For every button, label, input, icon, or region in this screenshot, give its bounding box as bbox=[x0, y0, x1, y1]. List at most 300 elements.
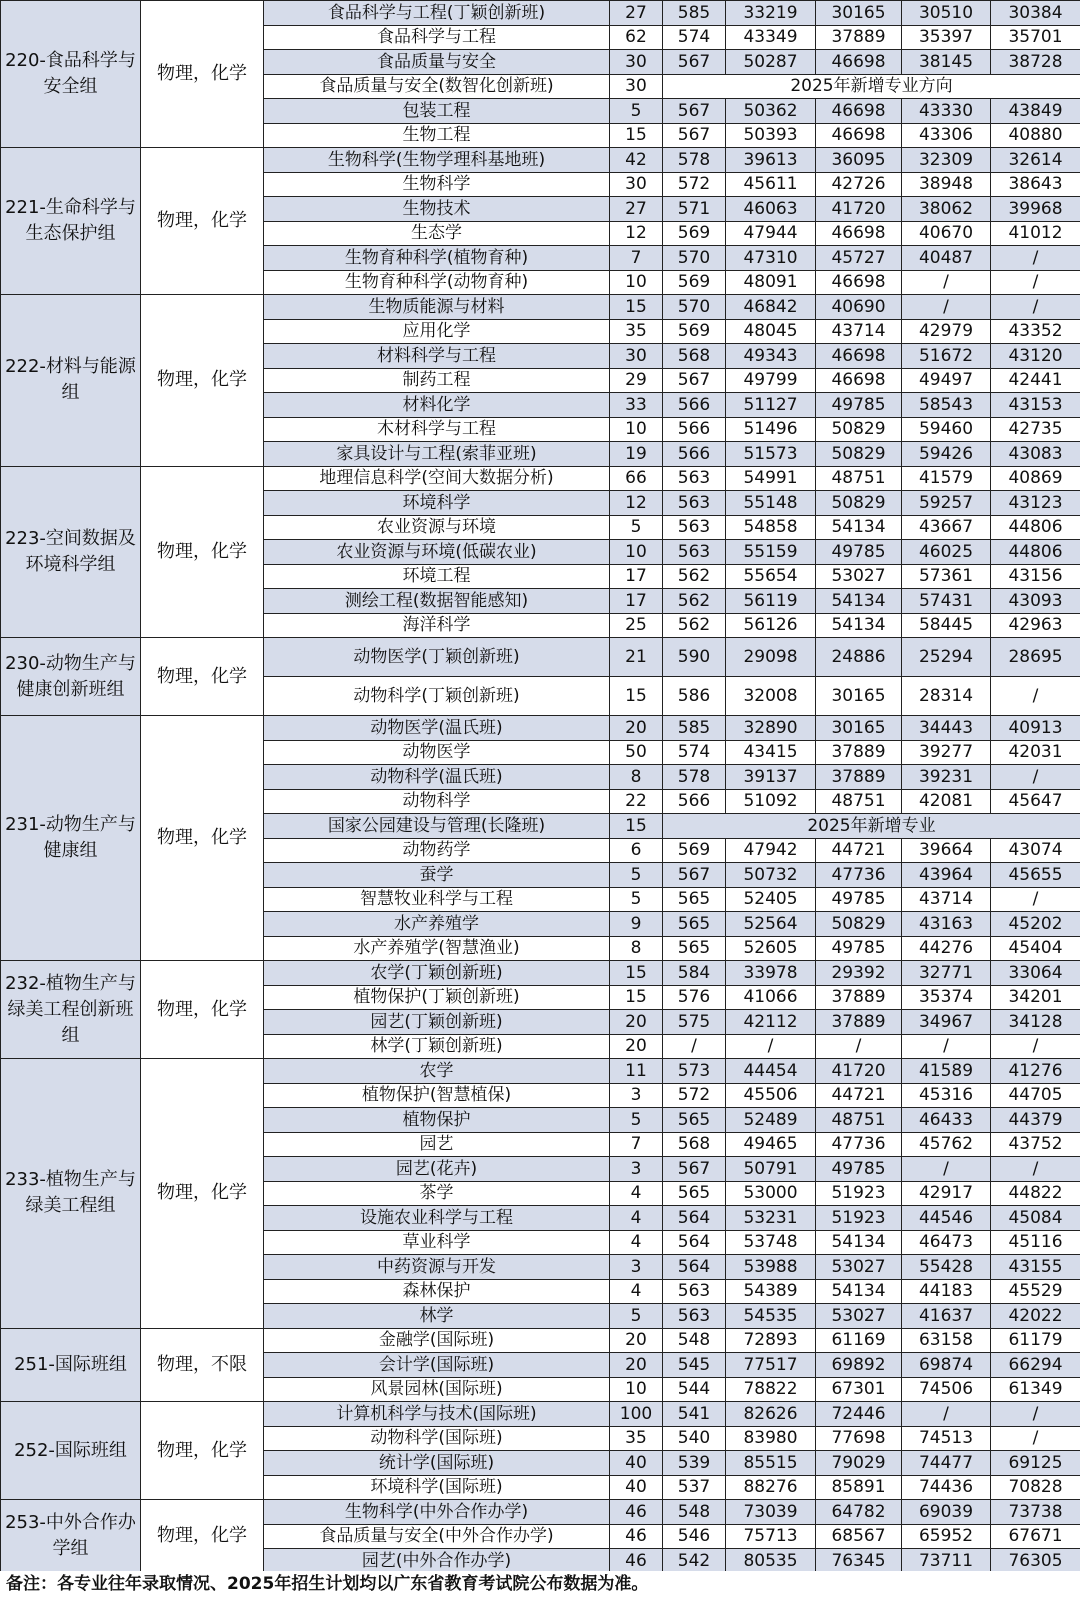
major-name-cell: 动物科学(国际班) bbox=[264, 1426, 610, 1451]
plan-count-cell: 22 bbox=[610, 789, 663, 814]
rank-3-cell: 74477 bbox=[902, 1451, 991, 1476]
rank-4-cell: / bbox=[991, 295, 1080, 320]
min-score-cell: 564 bbox=[663, 1230, 726, 1255]
rank-3-cell: 55428 bbox=[902, 1255, 991, 1280]
major-name-cell: 智慧牧业科学与工程 bbox=[264, 887, 610, 912]
table-row bbox=[1, 638, 1080, 677]
table-row bbox=[1, 295, 1080, 320]
rank-4-cell: 43120 bbox=[991, 344, 1080, 369]
rank-3-cell: 58543 bbox=[902, 393, 991, 418]
min-score-cell: 565 bbox=[663, 1181, 726, 1206]
plan-count-cell: 20 bbox=[610, 1034, 663, 1059]
major-name-cell: 食品质量与安全(中外合作办学) bbox=[264, 1524, 610, 1549]
plan-count-cell: 10 bbox=[610, 270, 663, 295]
rank-2-cell: / bbox=[816, 1034, 902, 1059]
group-name-cell: 252-国际班组 bbox=[1, 1402, 141, 1500]
min-rank-2024-cell: 47944 bbox=[726, 221, 816, 246]
rank-3-cell: 69874 bbox=[902, 1353, 991, 1378]
min-score-cell: 563 bbox=[663, 540, 726, 565]
group-name-cell: 222-材料与能源组 bbox=[1, 295, 141, 467]
rank-2-cell: 50829 bbox=[816, 491, 902, 516]
major-name-cell: 制药工程 bbox=[264, 368, 610, 393]
plan-count-cell: 10 bbox=[610, 540, 663, 565]
major-name-cell: 家具设计与工程(索菲亚班) bbox=[264, 442, 610, 467]
rank-3-cell: 46433 bbox=[902, 1108, 991, 1133]
rank-3-cell: 44546 bbox=[902, 1206, 991, 1231]
min-rank-2024-cell: 33978 bbox=[726, 961, 816, 986]
rank-2-cell: 49785 bbox=[816, 936, 902, 961]
min-score-cell: 546 bbox=[663, 1524, 726, 1549]
rank-3-cell: 69039 bbox=[902, 1500, 991, 1525]
plan-count-cell: 35 bbox=[610, 1426, 663, 1451]
min-score-cell: 569 bbox=[663, 270, 726, 295]
major-name-cell: 生物质能源与材料 bbox=[264, 295, 610, 320]
rank-4-cell: / bbox=[991, 1426, 1080, 1451]
rank-4-cell: 45529 bbox=[991, 1279, 1080, 1304]
min-rank-2024-cell: 51573 bbox=[726, 442, 816, 467]
plan-count-cell: 12 bbox=[610, 221, 663, 246]
rank-4-cell: / bbox=[991, 270, 1080, 295]
min-score-cell: 565 bbox=[663, 887, 726, 912]
major-name-cell: 设施农业科学与工程 bbox=[264, 1206, 610, 1231]
rank-2-cell: 54134 bbox=[816, 515, 902, 540]
major-name-cell: 统计学(国际班) bbox=[264, 1451, 610, 1476]
rank-2-cell: 46698 bbox=[816, 344, 902, 369]
major-name-cell: 动物医学(丁颖创新班) bbox=[264, 638, 610, 677]
plan-count-cell: 15 bbox=[610, 677, 663, 716]
group-name-cell: 251-国际班组 bbox=[1, 1328, 141, 1402]
plan-count-cell: 35 bbox=[610, 319, 663, 344]
rank-4-cell: 40869 bbox=[991, 466, 1080, 491]
min-score-cell: 562 bbox=[663, 564, 726, 589]
min-rank-2024-cell: 50791 bbox=[726, 1157, 816, 1182]
min-score-cell: 584 bbox=[663, 961, 726, 986]
rank-4-cell: 45404 bbox=[991, 936, 1080, 961]
major-name-cell: 环境科学(国际班) bbox=[264, 1475, 610, 1500]
min-rank-2024-cell: 51127 bbox=[726, 393, 816, 418]
min-rank-2024-cell: 47310 bbox=[726, 246, 816, 271]
min-rank-2024-cell: 88276 bbox=[726, 1475, 816, 1500]
plan-count-cell: 4 bbox=[610, 1206, 663, 1231]
group-name-cell: 221-生命科学与生态保护组 bbox=[1, 148, 141, 295]
min-score-cell: 540 bbox=[663, 1426, 726, 1451]
plan-count-cell: 25 bbox=[610, 613, 663, 638]
rank-2-cell: 53027 bbox=[816, 564, 902, 589]
rank-3-cell: 34967 bbox=[902, 1010, 991, 1035]
rank-4-cell: 76305 bbox=[991, 1549, 1080, 1574]
rank-3-cell: 57431 bbox=[902, 589, 991, 614]
rank-3-cell: / bbox=[902, 270, 991, 295]
plan-count-cell: 9 bbox=[610, 912, 663, 937]
rank-2-cell: 30165 bbox=[816, 1, 902, 26]
min-score-cell: 578 bbox=[663, 765, 726, 790]
table-row bbox=[1, 466, 1080, 491]
min-rank-2024-cell: 80535 bbox=[726, 1549, 816, 1574]
rank-3-cell: 32309 bbox=[902, 148, 991, 173]
major-name-cell: 生物科学 bbox=[264, 172, 610, 197]
group-name-cell: 231-动物生产与健康组 bbox=[1, 716, 141, 961]
plan-count-cell: 15 bbox=[610, 985, 663, 1010]
min-rank-2024-cell: 42112 bbox=[726, 1010, 816, 1035]
rank-4-cell: 45116 bbox=[991, 1230, 1080, 1255]
rank-2-cell: 54134 bbox=[816, 1230, 902, 1255]
min-score-cell: 567 bbox=[663, 50, 726, 75]
min-rank-2024-cell: 51496 bbox=[726, 417, 816, 442]
rank-3-cell: 44276 bbox=[902, 936, 991, 961]
min-score-cell: 563 bbox=[663, 515, 726, 540]
rank-2-cell: 48751 bbox=[816, 466, 902, 491]
major-name-cell: 食品科学与工程(丁颖创新班) bbox=[264, 1, 610, 26]
rank-4-cell: 35701 bbox=[991, 25, 1080, 50]
rank-2-cell: 46698 bbox=[816, 50, 902, 75]
rank-2-cell: 54134 bbox=[816, 1279, 902, 1304]
rank-2-cell: 41720 bbox=[816, 197, 902, 222]
min-rank-2024-cell: 43349 bbox=[726, 25, 816, 50]
min-score-cell: 567 bbox=[663, 1157, 726, 1182]
rank-4-cell: 34201 bbox=[991, 985, 1080, 1010]
min-rank-2024-cell: 49465 bbox=[726, 1132, 816, 1157]
rank-3-cell: 57361 bbox=[902, 564, 991, 589]
min-rank-2024-cell: 55159 bbox=[726, 540, 816, 565]
rank-2-cell: 69892 bbox=[816, 1353, 902, 1378]
rank-3-cell: 46025 bbox=[902, 540, 991, 565]
rank-3-cell: 45762 bbox=[902, 1132, 991, 1157]
rank-4-cell: / bbox=[991, 765, 1080, 790]
rank-3-cell: 39231 bbox=[902, 765, 991, 790]
rank-4-cell: 43849 bbox=[991, 99, 1080, 124]
major-name-cell: 植物保护(丁颖创新班) bbox=[264, 985, 610, 1010]
major-name-cell: 茶学 bbox=[264, 1181, 610, 1206]
rank-2-cell: 54134 bbox=[816, 589, 902, 614]
plan-count-cell: 17 bbox=[610, 589, 663, 614]
rank-3-cell: 38062 bbox=[902, 197, 991, 222]
rank-2-cell: 79029 bbox=[816, 1451, 902, 1476]
min-rank-2024-cell: 52605 bbox=[726, 936, 816, 961]
rank-3-cell: 34443 bbox=[902, 716, 991, 741]
rank-4-cell: / bbox=[991, 1157, 1080, 1182]
min-rank-2024-cell: 45611 bbox=[726, 172, 816, 197]
rank-2-cell: 50829 bbox=[816, 912, 902, 937]
min-rank-2024-cell: 46842 bbox=[726, 295, 816, 320]
rank-3-cell: 59426 bbox=[902, 442, 991, 467]
rank-4-cell: 44379 bbox=[991, 1108, 1080, 1133]
min-score-cell: 562 bbox=[663, 613, 726, 638]
rank-2-cell: 53027 bbox=[816, 1255, 902, 1280]
plan-count-cell: 30 bbox=[610, 50, 663, 75]
min-score-cell: 569 bbox=[663, 221, 726, 246]
min-score-cell: 570 bbox=[663, 295, 726, 320]
major-name-cell: 地理信息科学(空间大数据分析) bbox=[264, 466, 610, 491]
rank-2-cell: 49785 bbox=[816, 393, 902, 418]
min-score-cell: 575 bbox=[663, 1010, 726, 1035]
min-score-cell: 578 bbox=[663, 148, 726, 173]
rank-3-cell: 38948 bbox=[902, 172, 991, 197]
rank-2-cell: 51923 bbox=[816, 1181, 902, 1206]
major-name-cell: 生物科学(中外合作办学) bbox=[264, 1500, 610, 1525]
plan-count-cell: 27 bbox=[610, 197, 663, 222]
rank-4-cell: 44806 bbox=[991, 540, 1080, 565]
plan-count-cell: 3 bbox=[610, 1255, 663, 1280]
min-rank-2024-cell: 43415 bbox=[726, 740, 816, 765]
min-rank-2024-cell: 77517 bbox=[726, 1353, 816, 1378]
major-name-cell: 动物科学(温氏班) bbox=[264, 765, 610, 790]
rank-2-cell: 42726 bbox=[816, 172, 902, 197]
min-score-cell: 563 bbox=[663, 1304, 726, 1329]
major-name-cell: 食品质量与安全(数智化创新班) bbox=[264, 74, 610, 99]
min-rank-2024-cell: 54389 bbox=[726, 1279, 816, 1304]
min-rank-2024-cell: / bbox=[726, 1034, 816, 1059]
min-score-cell: 539 bbox=[663, 1451, 726, 1476]
major-name-cell: 生物工程 bbox=[264, 123, 610, 148]
rank-4-cell: 42441 bbox=[991, 368, 1080, 393]
rank-4-cell: 43083 bbox=[991, 442, 1080, 467]
subject-requirement-cell: 物理，化学 bbox=[141, 148, 264, 295]
rank-3-cell: 38145 bbox=[902, 50, 991, 75]
plan-count-cell: 4 bbox=[610, 1181, 663, 1206]
plan-count-cell: 5 bbox=[610, 887, 663, 912]
major-name-cell: 林学(丁颖创新班) bbox=[264, 1034, 610, 1059]
plan-count-cell: 20 bbox=[610, 716, 663, 741]
subject-requirement-cell: 物理，化学 bbox=[141, 1402, 264, 1500]
rank-3-cell: 74506 bbox=[902, 1377, 991, 1402]
major-name-cell: 农业资源与环境 bbox=[264, 515, 610, 540]
rank-4-cell: 69125 bbox=[991, 1451, 1080, 1476]
group-name-cell: 230-动物生产与健康创新班组 bbox=[1, 638, 141, 716]
min-rank-2024-cell: 85515 bbox=[726, 1451, 816, 1476]
rank-4-cell: 43352 bbox=[991, 319, 1080, 344]
min-score-cell: 569 bbox=[663, 838, 726, 863]
min-rank-2024-cell: 53231 bbox=[726, 1206, 816, 1231]
min-score-cell: 567 bbox=[663, 863, 726, 888]
min-rank-2024-cell: 56126 bbox=[726, 613, 816, 638]
table-row bbox=[1, 716, 1080, 741]
major-name-cell: 环境工程 bbox=[264, 564, 610, 589]
rank-2-cell: 37889 bbox=[816, 1010, 902, 1035]
min-score-cell: 572 bbox=[663, 1083, 726, 1108]
rank-2-cell: 46698 bbox=[816, 99, 902, 124]
plan-count-cell: 30 bbox=[610, 74, 663, 99]
plan-count-cell: 20 bbox=[610, 1328, 663, 1353]
plan-count-cell: 5 bbox=[610, 515, 663, 540]
rank-4-cell: 40913 bbox=[991, 716, 1080, 741]
rank-2-cell: 29392 bbox=[816, 961, 902, 986]
plan-count-cell: 6 bbox=[610, 838, 663, 863]
major-name-cell: 园艺 bbox=[264, 1132, 610, 1157]
min-rank-2024-cell: 53988 bbox=[726, 1255, 816, 1280]
major-name-cell: 动物科学(丁颖创新班) bbox=[264, 677, 610, 716]
min-score-cell: 566 bbox=[663, 417, 726, 442]
rank-4-cell: / bbox=[991, 1402, 1080, 1427]
min-score-cell: 574 bbox=[663, 25, 726, 50]
plan-count-cell: 30 bbox=[610, 172, 663, 197]
major-name-cell: 国家公园建设与管理(长隆班) bbox=[264, 814, 610, 839]
rank-3-cell: 43306 bbox=[902, 123, 991, 148]
rank-4-cell: 41276 bbox=[991, 1059, 1080, 1084]
rank-4-cell: 45647 bbox=[991, 789, 1080, 814]
plan-count-cell: 46 bbox=[610, 1500, 663, 1525]
rank-4-cell: 67671 bbox=[991, 1524, 1080, 1549]
group-name-cell: 253-中外合作办学组 bbox=[1, 1500, 141, 1574]
min-rank-2024-cell: 50393 bbox=[726, 123, 816, 148]
subject-requirement-cell: 物理，化学 bbox=[141, 1, 264, 148]
min-score-cell: 548 bbox=[663, 1328, 726, 1353]
table-row bbox=[1, 1402, 1080, 1427]
rank-4-cell: 42031 bbox=[991, 740, 1080, 765]
plan-count-cell: 30 bbox=[610, 344, 663, 369]
min-score-cell: 567 bbox=[663, 99, 726, 124]
major-name-cell: 动物药学 bbox=[264, 838, 610, 863]
min-rank-2024-cell: 83980 bbox=[726, 1426, 816, 1451]
min-rank-2024-cell: 52564 bbox=[726, 912, 816, 937]
rank-4-cell: 43752 bbox=[991, 1132, 1080, 1157]
min-rank-2024-cell: 73039 bbox=[726, 1500, 816, 1525]
plan-count-cell: 40 bbox=[610, 1475, 663, 1500]
plan-count-cell: 46 bbox=[610, 1549, 663, 1574]
min-score-cell: 548 bbox=[663, 1500, 726, 1525]
min-rank-2024-cell: 33219 bbox=[726, 1, 816, 26]
rank-2-cell: 51923 bbox=[816, 1206, 902, 1231]
rank-2-cell: 30165 bbox=[816, 716, 902, 741]
subject-requirement-cell: 物理，化学 bbox=[141, 716, 264, 961]
rank-4-cell: 38643 bbox=[991, 172, 1080, 197]
major-name-cell: 环境科学 bbox=[264, 491, 610, 516]
rank-3-cell: 42979 bbox=[902, 319, 991, 344]
min-rank-2024-cell: 55654 bbox=[726, 564, 816, 589]
rank-3-cell: 73711 bbox=[902, 1549, 991, 1574]
min-score-cell: 542 bbox=[663, 1549, 726, 1574]
rank-4-cell: 38728 bbox=[991, 50, 1080, 75]
rank-4-cell: 33064 bbox=[991, 961, 1080, 986]
min-rank-2024-cell: 49343 bbox=[726, 344, 816, 369]
plan-count-cell: 42 bbox=[610, 148, 663, 173]
major-name-cell: 风景园林(国际班) bbox=[264, 1377, 610, 1402]
major-name-cell: 会计学(国际班) bbox=[264, 1353, 610, 1378]
rank-4-cell: / bbox=[991, 1034, 1080, 1059]
plan-count-cell: 5 bbox=[610, 1108, 663, 1133]
new-program-note-cell: 2025年新增专业 bbox=[663, 814, 1080, 839]
plan-count-cell: 20 bbox=[610, 1353, 663, 1378]
rank-2-cell: 37889 bbox=[816, 740, 902, 765]
major-name-cell: 海洋科学 bbox=[264, 613, 610, 638]
subject-requirement-cell: 物理，化学 bbox=[141, 638, 264, 716]
new-program-note-cell: 2025年新增专业方向 bbox=[663, 74, 1080, 99]
rank-2-cell: 54134 bbox=[816, 613, 902, 638]
min-rank-2024-cell: 50362 bbox=[726, 99, 816, 124]
rank-2-cell: 44721 bbox=[816, 838, 902, 863]
plan-count-cell: 10 bbox=[610, 417, 663, 442]
min-rank-2024-cell: 51092 bbox=[726, 789, 816, 814]
major-name-cell: 农学(丁颖创新班) bbox=[264, 961, 610, 986]
rank-3-cell: 59460 bbox=[902, 417, 991, 442]
plan-count-cell: 7 bbox=[610, 246, 663, 271]
rank-3-cell: 43330 bbox=[902, 99, 991, 124]
min-rank-2024-cell: 75713 bbox=[726, 1524, 816, 1549]
rank-3-cell: 63158 bbox=[902, 1328, 991, 1353]
rank-4-cell: 45084 bbox=[991, 1206, 1080, 1231]
plan-count-cell: 27 bbox=[610, 1, 663, 26]
min-score-cell: 567 bbox=[663, 368, 726, 393]
rank-3-cell: 43163 bbox=[902, 912, 991, 937]
plan-count-cell: 17 bbox=[610, 564, 663, 589]
rank-2-cell: 77698 bbox=[816, 1426, 902, 1451]
rank-3-cell: 58445 bbox=[902, 613, 991, 638]
rank-3-cell: 46473 bbox=[902, 1230, 991, 1255]
min-rank-2024-cell: 53000 bbox=[726, 1181, 816, 1206]
major-name-cell: 园艺(中外合作办学) bbox=[264, 1549, 610, 1574]
table-row bbox=[1, 1, 1080, 26]
rank-3-cell: 41637 bbox=[902, 1304, 991, 1329]
min-rank-2024-cell: 54858 bbox=[726, 515, 816, 540]
min-score-cell: 563 bbox=[663, 491, 726, 516]
rank-3-cell: 43964 bbox=[902, 863, 991, 888]
rank-4-cell: 70828 bbox=[991, 1475, 1080, 1500]
rank-3-cell: 65952 bbox=[902, 1524, 991, 1549]
rank-4-cell: 34128 bbox=[991, 1010, 1080, 1035]
min-rank-2024-cell: 29098 bbox=[726, 638, 816, 677]
plan-count-cell: 21 bbox=[610, 638, 663, 677]
min-score-cell: 566 bbox=[663, 393, 726, 418]
rank-3-cell: / bbox=[902, 295, 991, 320]
plan-count-cell: 46 bbox=[610, 1524, 663, 1549]
rank-2-cell: 61169 bbox=[816, 1328, 902, 1353]
min-rank-2024-cell: 78822 bbox=[726, 1377, 816, 1402]
rank-2-cell: 45727 bbox=[816, 246, 902, 271]
major-name-cell: 生物科学(生物学理科基地班) bbox=[264, 148, 610, 173]
min-rank-2024-cell: 56119 bbox=[726, 589, 816, 614]
rank-2-cell: 67301 bbox=[816, 1377, 902, 1402]
rank-3-cell: 35397 bbox=[902, 25, 991, 50]
min-score-cell: 537 bbox=[663, 1475, 726, 1500]
plan-count-cell: 29 bbox=[610, 368, 663, 393]
rank-2-cell: 30165 bbox=[816, 677, 902, 716]
min-score-cell: 576 bbox=[663, 985, 726, 1010]
rank-2-cell: 36095 bbox=[816, 148, 902, 173]
rank-3-cell: 74436 bbox=[902, 1475, 991, 1500]
rank-2-cell: 40690 bbox=[816, 295, 902, 320]
rank-3-cell: 44183 bbox=[902, 1279, 991, 1304]
min-score-cell: 570 bbox=[663, 246, 726, 271]
rank-2-cell: 37889 bbox=[816, 765, 902, 790]
major-name-cell: 材料科学与工程 bbox=[264, 344, 610, 369]
rank-3-cell: / bbox=[902, 1157, 991, 1182]
min-rank-2024-cell: 47942 bbox=[726, 838, 816, 863]
min-rank-2024-cell: 41066 bbox=[726, 985, 816, 1010]
plan-count-cell: 66 bbox=[610, 466, 663, 491]
major-name-cell: 植物保护 bbox=[264, 1108, 610, 1133]
rank-4-cell: 39968 bbox=[991, 197, 1080, 222]
rank-3-cell: 30510 bbox=[902, 1, 991, 26]
subject-requirement-cell: 物理，化学 bbox=[141, 961, 264, 1059]
rank-4-cell: 61179 bbox=[991, 1328, 1080, 1353]
major-name-cell: 食品质量与安全 bbox=[264, 50, 610, 75]
min-score-cell: 544 bbox=[663, 1377, 726, 1402]
min-score-cell: 563 bbox=[663, 1279, 726, 1304]
min-rank-2024-cell: 46063 bbox=[726, 197, 816, 222]
rank-2-cell: 46698 bbox=[816, 123, 902, 148]
rank-2-cell: 49785 bbox=[816, 1157, 902, 1182]
rank-4-cell: 28695 bbox=[991, 638, 1080, 677]
rank-2-cell: 68567 bbox=[816, 1524, 902, 1549]
rank-2-cell: 41720 bbox=[816, 1059, 902, 1084]
plan-count-cell: 33 bbox=[610, 393, 663, 418]
rank-2-cell: 24886 bbox=[816, 638, 902, 677]
major-name-cell: 植物保护(智慧植保) bbox=[264, 1083, 610, 1108]
major-name-cell: 农业资源与环境(低碳农业) bbox=[264, 540, 610, 565]
major-name-cell: 动物科学 bbox=[264, 789, 610, 814]
major-name-cell: 金融学(国际班) bbox=[264, 1328, 610, 1353]
rank-4-cell: 45202 bbox=[991, 912, 1080, 937]
rank-2-cell: 47736 bbox=[816, 1132, 902, 1157]
